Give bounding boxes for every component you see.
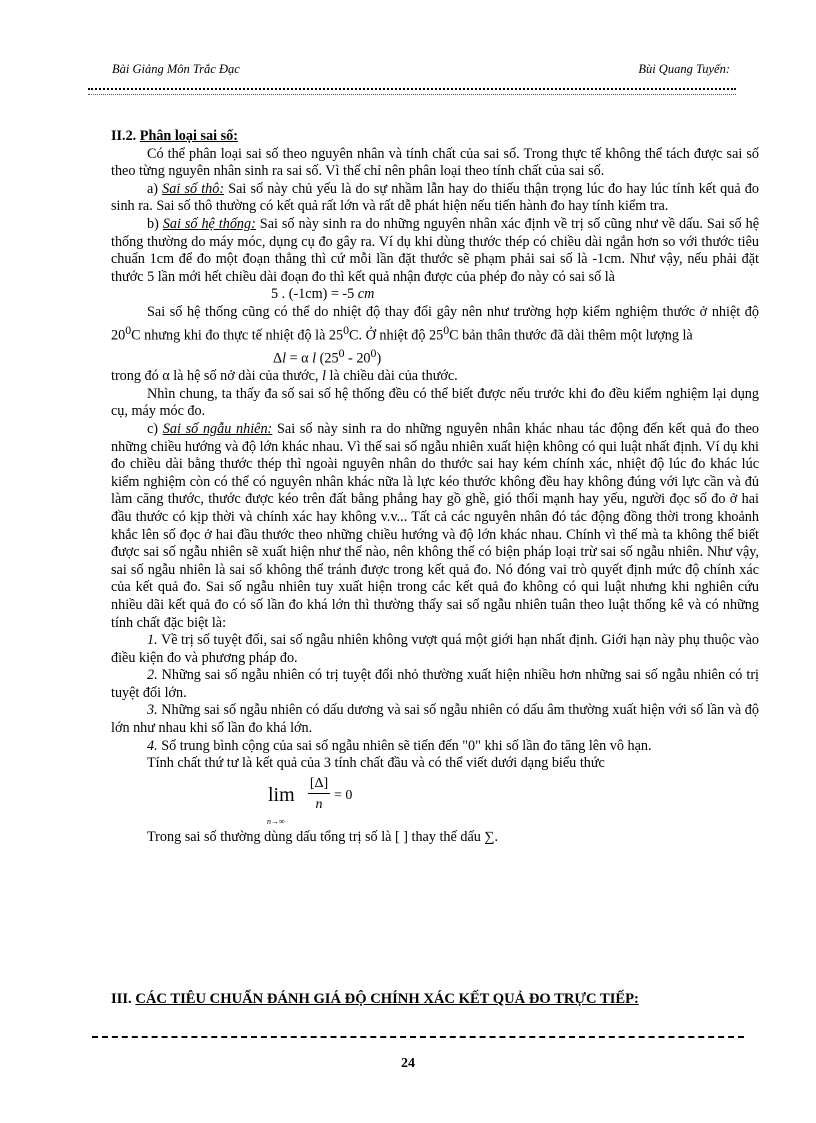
lim-subscript: n→∞ bbox=[267, 816, 285, 826]
page-header bbox=[108, 58, 736, 78]
equals-zero: = 0 bbox=[334, 787, 353, 803]
item-a-label: a) bbox=[147, 180, 163, 197]
section-title: Phân loại sai số: bbox=[139, 128, 238, 144]
paragraph-general: Nhìn chung, ta thấy đa số sai số hệ thống đều có thể biết được nếu trước khi đo đều kiểm nghiệm lại dụng cụ, máy móc đo. bbox=[111, 385, 759, 420]
degree-sup: 0 bbox=[125, 322, 132, 337]
degree-sup: 0 bbox=[343, 322, 350, 337]
paragraph-gross-error bbox=[111, 181, 759, 216]
fraction-bar bbox=[308, 793, 330, 794]
term-gross-error: Sai số thô: bbox=[162, 180, 225, 197]
property-1: 1. Về trị số tuyệt đối, sai số ngẫu nhiên không vượt quá một giới hạn nhất định. Giới hạn này phụ thuộc vào điều kiện đo và phương pháp đo. bbox=[111, 632, 759, 666]
formula-thermal-expansion: Δl = α l $(25^0 - 20^0)$ bbox=[273, 345, 382, 367]
item-b-label: b) bbox=[147, 215, 163, 232]
header-author: Bùi Quang Tuyến: bbox=[638, 62, 730, 76]
paragraph-random-error bbox=[111, 421, 759, 632]
property-2: 2. Những sai số ngẫu nhiên có trị tuyệt đối nhỏ thường xuất hiện nhiều hơn những sai số ngẫu nhiên có trị tuyệt đối lớn. bbox=[111, 667, 759, 701]
fraction-denominator: n bbox=[315, 797, 323, 813]
page-number: 24 bbox=[401, 1056, 415, 1071]
section-number: II.2. bbox=[111, 128, 140, 144]
paragraph-intro: Có thể phân loại sai số theo nguyên nhân và tính chất của sai số. Trong thực tế không thể tách được sai số theo từng nguyên nhân sinh ra sai số. Vì thế chỉ nên phân loại theo tính chất của sai số. bbox=[111, 145, 759, 180]
item-c-text: Sai số này sinh ra do những nguyên nhân khác nhau tác động đến kết quả đo theo những chiều hướng và độ lớn khác nhau. Vì thế sai số ngẫu nhiên xuất hiện không có qui luật nhất định. Ví dụ khi đo chiều dài bằng thước thép thì ngoài nguyên nhân do thước sai hay kém chính xác, nhiệt độ lúc đo khác lúc kiểm nghiệm còn có thể có nguyên nhân khác nữa là lực kéo thước không đều hay không đúng với lực cần và đủ làm căng thước, thước được kéo trên đất bằng phẳng hay gồ ghề, gió thổi mạnh hay yếu, người đọc số đo ở hai đầu thước có kịp thời và chính xác hay không v.v... Tất cả các nguyên nhân đó tác động đồng thời trong khoảnh khắc lên số đọc ở hai đầu thước theo những chiều hướng và độ lớn khác nhau. Chính vì thế mà ta không thể biết được sai số ngẫu nhiên sẽ xuất hiện như thế nào, nên không thể có biện pháp loại trừ sai số ngẫu nhiên. Như vậy, sai số ngẫu nhiên là sai số không thể tránh được trong kết quả đo. Nó đóng vai trò quyết định mức độ chính xác của kết quả đo. Sai số ngẫu nhiên tuy xuất hiện trong các kết quả đo không có qui luật nhưng khi nghiên cứu nhiều dãi kết quả đo có số lần đo khá lớn thì thường thấy sai số ngẫu nhiên tuân theo luật thống kê và có những tính chất đặc biệt là: bbox=[111, 420, 759, 631]
limit-formula bbox=[256, 773, 759, 829]
item-c-label: c) bbox=[147, 420, 163, 437]
fraction bbox=[308, 775, 330, 814]
paragraph-alpha-definition: trong đó α là hệ số nở dài của thước, l là chiều dài của thước. bbox=[111, 368, 458, 385]
header-course-title: Bài Giảng Môn Trắc Đạc bbox=[112, 62, 240, 76]
term-systematic-error: Sai số hệ thống: bbox=[162, 215, 256, 232]
page-body bbox=[111, 128, 759, 846]
formula-unit: cm bbox=[357, 286, 375, 303]
section-iii-title: CÁC TIÊU CHUẨN ĐÁNH GIÁ ĐỘ CHÍNH XÁC KẾT QUẢ ĐO TRỰC TIẾP: bbox=[135, 991, 639, 1007]
property-4: 4. Số trung bình cộng của sai số ngẫu nhiên sẽ tiến đến "0" khi số lần đo tăng lên vô hạn. bbox=[147, 737, 652, 754]
paragraph-fourth-property: Tính chất thứ tư là kết quả của 3 tính chất đầu và có thể viết dưới dạng biểu thức bbox=[147, 755, 605, 772]
formula-ruler-error: 5 . (-1cm) = -5 cm bbox=[271, 286, 375, 303]
paragraph-temperature: Sai số hệ thống cũng có thể do nhiệt độ thay đổi gây nên như trường hợp kiểm nghiệm thước ở nhiệt độ $20^0C$ nhưng khi đo thực tế nhiệt độ là $25^0C$. Ở nhiệt độ $25^0C$ bản thân thước đã dài thêm một lượng là bbox=[111, 303, 759, 344]
lim-operator: lim bbox=[268, 783, 295, 806]
section-heading-iii bbox=[111, 991, 639, 1008]
section-iii-number: III. bbox=[111, 991, 136, 1007]
paragraph-sum-notation: Trong sai số thường dùng dấu tổng trị số là [ ] thay thế dấu ∑. bbox=[147, 828, 499, 845]
fraction-numerator: [Δ] bbox=[309, 775, 329, 791]
item-b-text: Sai số này sinh ra do những nguyên nhân xác định về trị số cũng như về dấu. Sai số hệ thống thường do máy móc, dụng cụ đo gây ra. Ví dụ khi dùng thước thép có chiều dài ngắn hơn so với thước tiêu chuẩn 1cm để đo một đoạn thẳng thì cứ mỗi lần đặt thước sẽ phạm phải sai số là -1cm. Như vậy, nếu phải đặt thước 5 lần mới hết chiều dài đoạn đo thì kết quả nhận được của phép đo này có sai số là bbox=[111, 215, 759, 285]
degree-sup: 0 bbox=[443, 322, 450, 337]
property-3: 3. Những sai số ngẫu nhiên có dấu dương và sai số ngẫu nhiên có dấu âm thường xuất hiện với số lần và độ lớn như nhau khi số lần đo khá lớn. bbox=[111, 702, 759, 737]
header-divider bbox=[88, 88, 736, 95]
item-a-text: Sai số này chủ yếu là do sự nhầm lẫn hay do thiếu thận trọng lúc đo hay lúc tính kết quả đo sinh ra. Sai số thô thường có kết quả rất lớn và rất dễ phát hiện nếu tiến hành đo hay tính kiểm tra. bbox=[111, 180, 759, 215]
paragraph-systematic-error bbox=[111, 216, 759, 286]
term-random-error: Sai số ngẫu nhiên: bbox=[162, 420, 273, 437]
section-heading bbox=[111, 128, 759, 146]
footer-divider bbox=[92, 1036, 744, 1038]
